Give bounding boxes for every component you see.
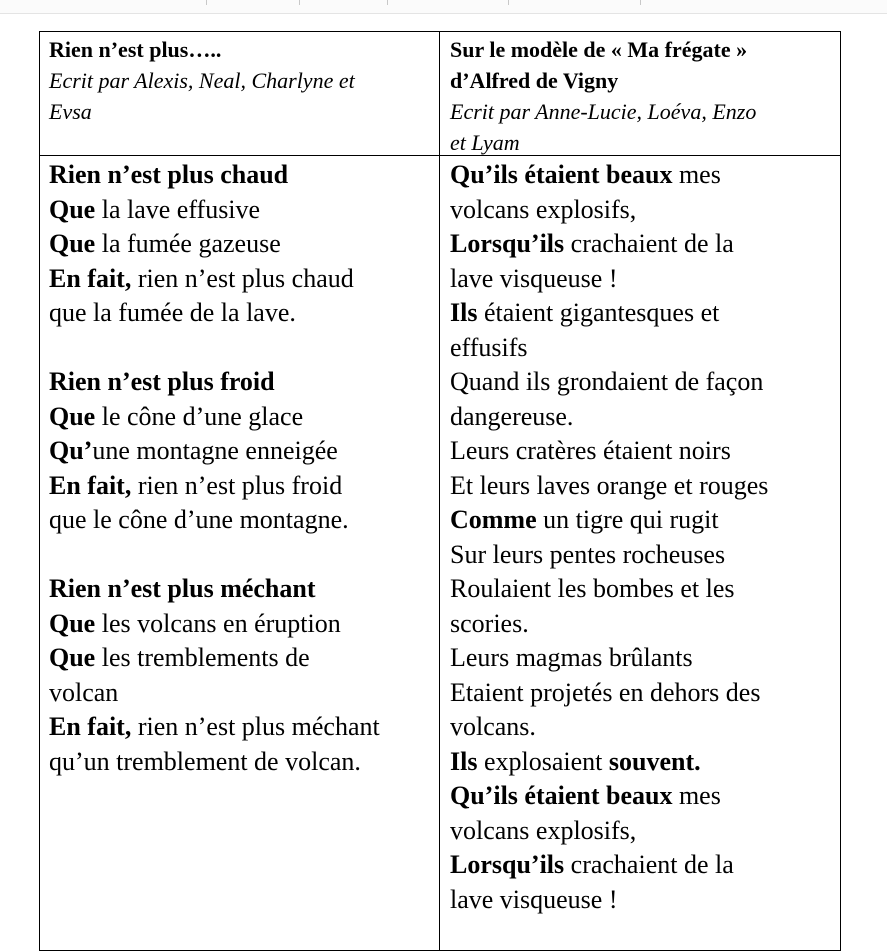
right-header-cell — [450, 34, 840, 158]
right-poem-title-line: d’Alfred de Vigny — [450, 68, 619, 93]
poem-line-text: qu’un tremblement de volcan. — [49, 746, 361, 776]
poem-table — [39, 31, 841, 951]
poem-line-emphasis: Que — [49, 229, 96, 258]
top-toolbar-strip — [0, 0, 887, 14]
poem-line — [450, 607, 842, 642]
poem-line-emphasis: Que — [49, 401, 96, 431]
poem-line-emphasis: Qu’ils étaient beaux — [450, 781, 673, 810]
poem-line — [49, 262, 439, 297]
left-poem-title: Rien n’est plus….. — [49, 37, 222, 62]
poem-line-text: mes — [672, 160, 721, 189]
poem-line — [49, 469, 439, 504]
poem-line-emphasis: En fait, — [49, 470, 132, 500]
poem-line — [450, 883, 842, 918]
poem-line-text: que le cône d’une montagne. — [49, 505, 349, 534]
poem-line-text: Leurs magmas brûlants — [450, 643, 693, 672]
poem-line-emphasis: Lorsqu’ils — [450, 850, 565, 879]
ruler-tick — [206, 0, 207, 5]
poem-line — [49, 745, 439, 780]
poem-line — [49, 572, 439, 607]
poem-line-text: explosaient — [477, 746, 609, 776]
poem-line-text: scories. — [450, 608, 529, 638]
stanza-break — [49, 538, 439, 573]
poem-line — [49, 193, 439, 228]
poem-line — [49, 296, 439, 331]
poem-line — [450, 227, 842, 262]
poem-line — [450, 365, 842, 400]
poem-line-text: volcans. — [450, 712, 536, 741]
poem-line — [450, 779, 842, 814]
poem-line — [49, 503, 439, 538]
ruler-tick — [387, 0, 388, 5]
poem-line — [450, 503, 842, 538]
poem-line-text: rien n’est plus chaud — [131, 263, 354, 293]
poem-line — [450, 848, 842, 883]
poem-line — [49, 641, 439, 676]
poem-line-text: crachaient de la — [564, 229, 734, 258]
right-poem-authors-line: Ecrit par Anne-Lucie, Loéva, Enzo — [450, 99, 757, 124]
poem-line-emphasis: Ils — [450, 746, 478, 776]
poem-line — [450, 572, 842, 607]
left-header-cell — [49, 34, 437, 127]
poem-line-text: une montagne enneigée — [92, 436, 338, 465]
poem-line — [450, 676, 842, 711]
poem-line — [450, 193, 842, 228]
left-poem-authors-line: Evsa — [49, 99, 92, 124]
poem-line-text: Etaient projetés en dehors des — [450, 677, 761, 707]
poem-line-emphasis: Ils — [450, 298, 478, 327]
poem-line — [49, 158, 439, 193]
poem-line-emphasis: souvent. — [608, 746, 701, 776]
ruler-tick — [508, 0, 509, 5]
poem-line-text: la fumée gazeuse — [95, 229, 281, 258]
poem-line — [49, 434, 439, 469]
poem-line-text: volcan — [49, 677, 119, 707]
poem-line-emphasis: Comme — [450, 505, 537, 534]
poem-line-text: les tremblements de — [95, 643, 310, 672]
poem-line-text: Et leurs laves orange et rouges — [450, 470, 769, 500]
poem-line — [450, 262, 842, 297]
poem-line-text: dangereuse. — [450, 401, 574, 431]
stanza-break — [49, 331, 439, 366]
poem-line-text: la lave effusive — [95, 194, 261, 224]
right-poem-authors-line: et Lyam — [450, 130, 520, 155]
poem-line-text: que la fumée de la lave. — [49, 298, 296, 327]
poem-line — [450, 434, 842, 469]
poem-line — [450, 745, 842, 780]
poem-line — [49, 400, 439, 435]
right-poem-body — [450, 158, 842, 917]
poem-line-text: un tigre qui rugit — [536, 505, 719, 534]
poem-line-text: rien n’est plus froid — [131, 470, 343, 500]
poem-line-text: les volcans en éruption — [95, 608, 341, 638]
poem-line-text: crachaient de la — [564, 850, 734, 879]
ruler-tick — [640, 0, 641, 5]
poem-line-emphasis: Rien n’est plus chaud — [49, 160, 289, 189]
poem-line — [450, 331, 842, 366]
poem-line — [49, 365, 439, 400]
poem-line-text: volcans explosifs, — [450, 815, 637, 845]
poem-line-emphasis: Qu’ — [49, 436, 93, 465]
poem-line — [49, 607, 439, 642]
poem-line-text: effusifs — [450, 332, 528, 362]
poem-line — [450, 158, 842, 193]
poem-line-text: étaient gigantesques et — [477, 298, 720, 327]
poem-line — [49, 227, 439, 262]
poem-line — [450, 400, 842, 435]
poem-line-text: Leurs cratères étaient noirs — [450, 436, 731, 465]
poem-line — [49, 710, 439, 745]
poem-line-text: lave visqueuse ! — [450, 263, 618, 293]
poem-line-text: le cône d’une glace — [95, 401, 304, 431]
poem-line — [49, 676, 439, 711]
poem-line-emphasis: En fait, — [49, 712, 132, 741]
right-poem-title-line: Sur le modèle de « Ma frégate » — [450, 37, 748, 62]
poem-line — [450, 538, 842, 573]
poem-line-text: Roulaient les bombes et les — [450, 574, 735, 603]
poem-line — [450, 710, 842, 745]
poem-line-text: Sur leurs pentes rocheuses — [450, 539, 726, 569]
poem-line-emphasis: En fait, — [49, 263, 132, 293]
poem-line — [450, 296, 842, 331]
poem-line — [450, 469, 842, 504]
poem-line-emphasis: Que — [49, 643, 96, 672]
poem-line-text: rien n’est plus méchant — [131, 712, 380, 741]
column-divider — [439, 32, 440, 950]
poem-line-emphasis: Que — [49, 608, 96, 638]
poem-line — [450, 814, 842, 849]
poem-line-text: lave visqueuse ! — [450, 884, 618, 914]
poem-line-emphasis: Qu’ils étaient beaux — [450, 160, 673, 189]
left-poem-authors-line: Ecrit par Alexis, Neal, Charlyne et — [49, 68, 355, 93]
poem-line-text: volcans explosifs, — [450, 194, 637, 224]
poem-line-text: mes — [672, 781, 721, 810]
poem-line-emphasis: Que — [49, 194, 96, 224]
poem-line-emphasis: Rien n’est plus froid — [49, 367, 275, 396]
ruler-tick — [299, 0, 300, 5]
poem-line-emphasis: Rien n’est plus méchant — [49, 574, 316, 603]
left-poem-body — [49, 158, 439, 779]
poem-line — [450, 641, 842, 676]
poem-line-emphasis: Lorsqu’ils — [450, 229, 565, 258]
poem-line-text: Quand ils grondaient de façon — [450, 367, 764, 396]
